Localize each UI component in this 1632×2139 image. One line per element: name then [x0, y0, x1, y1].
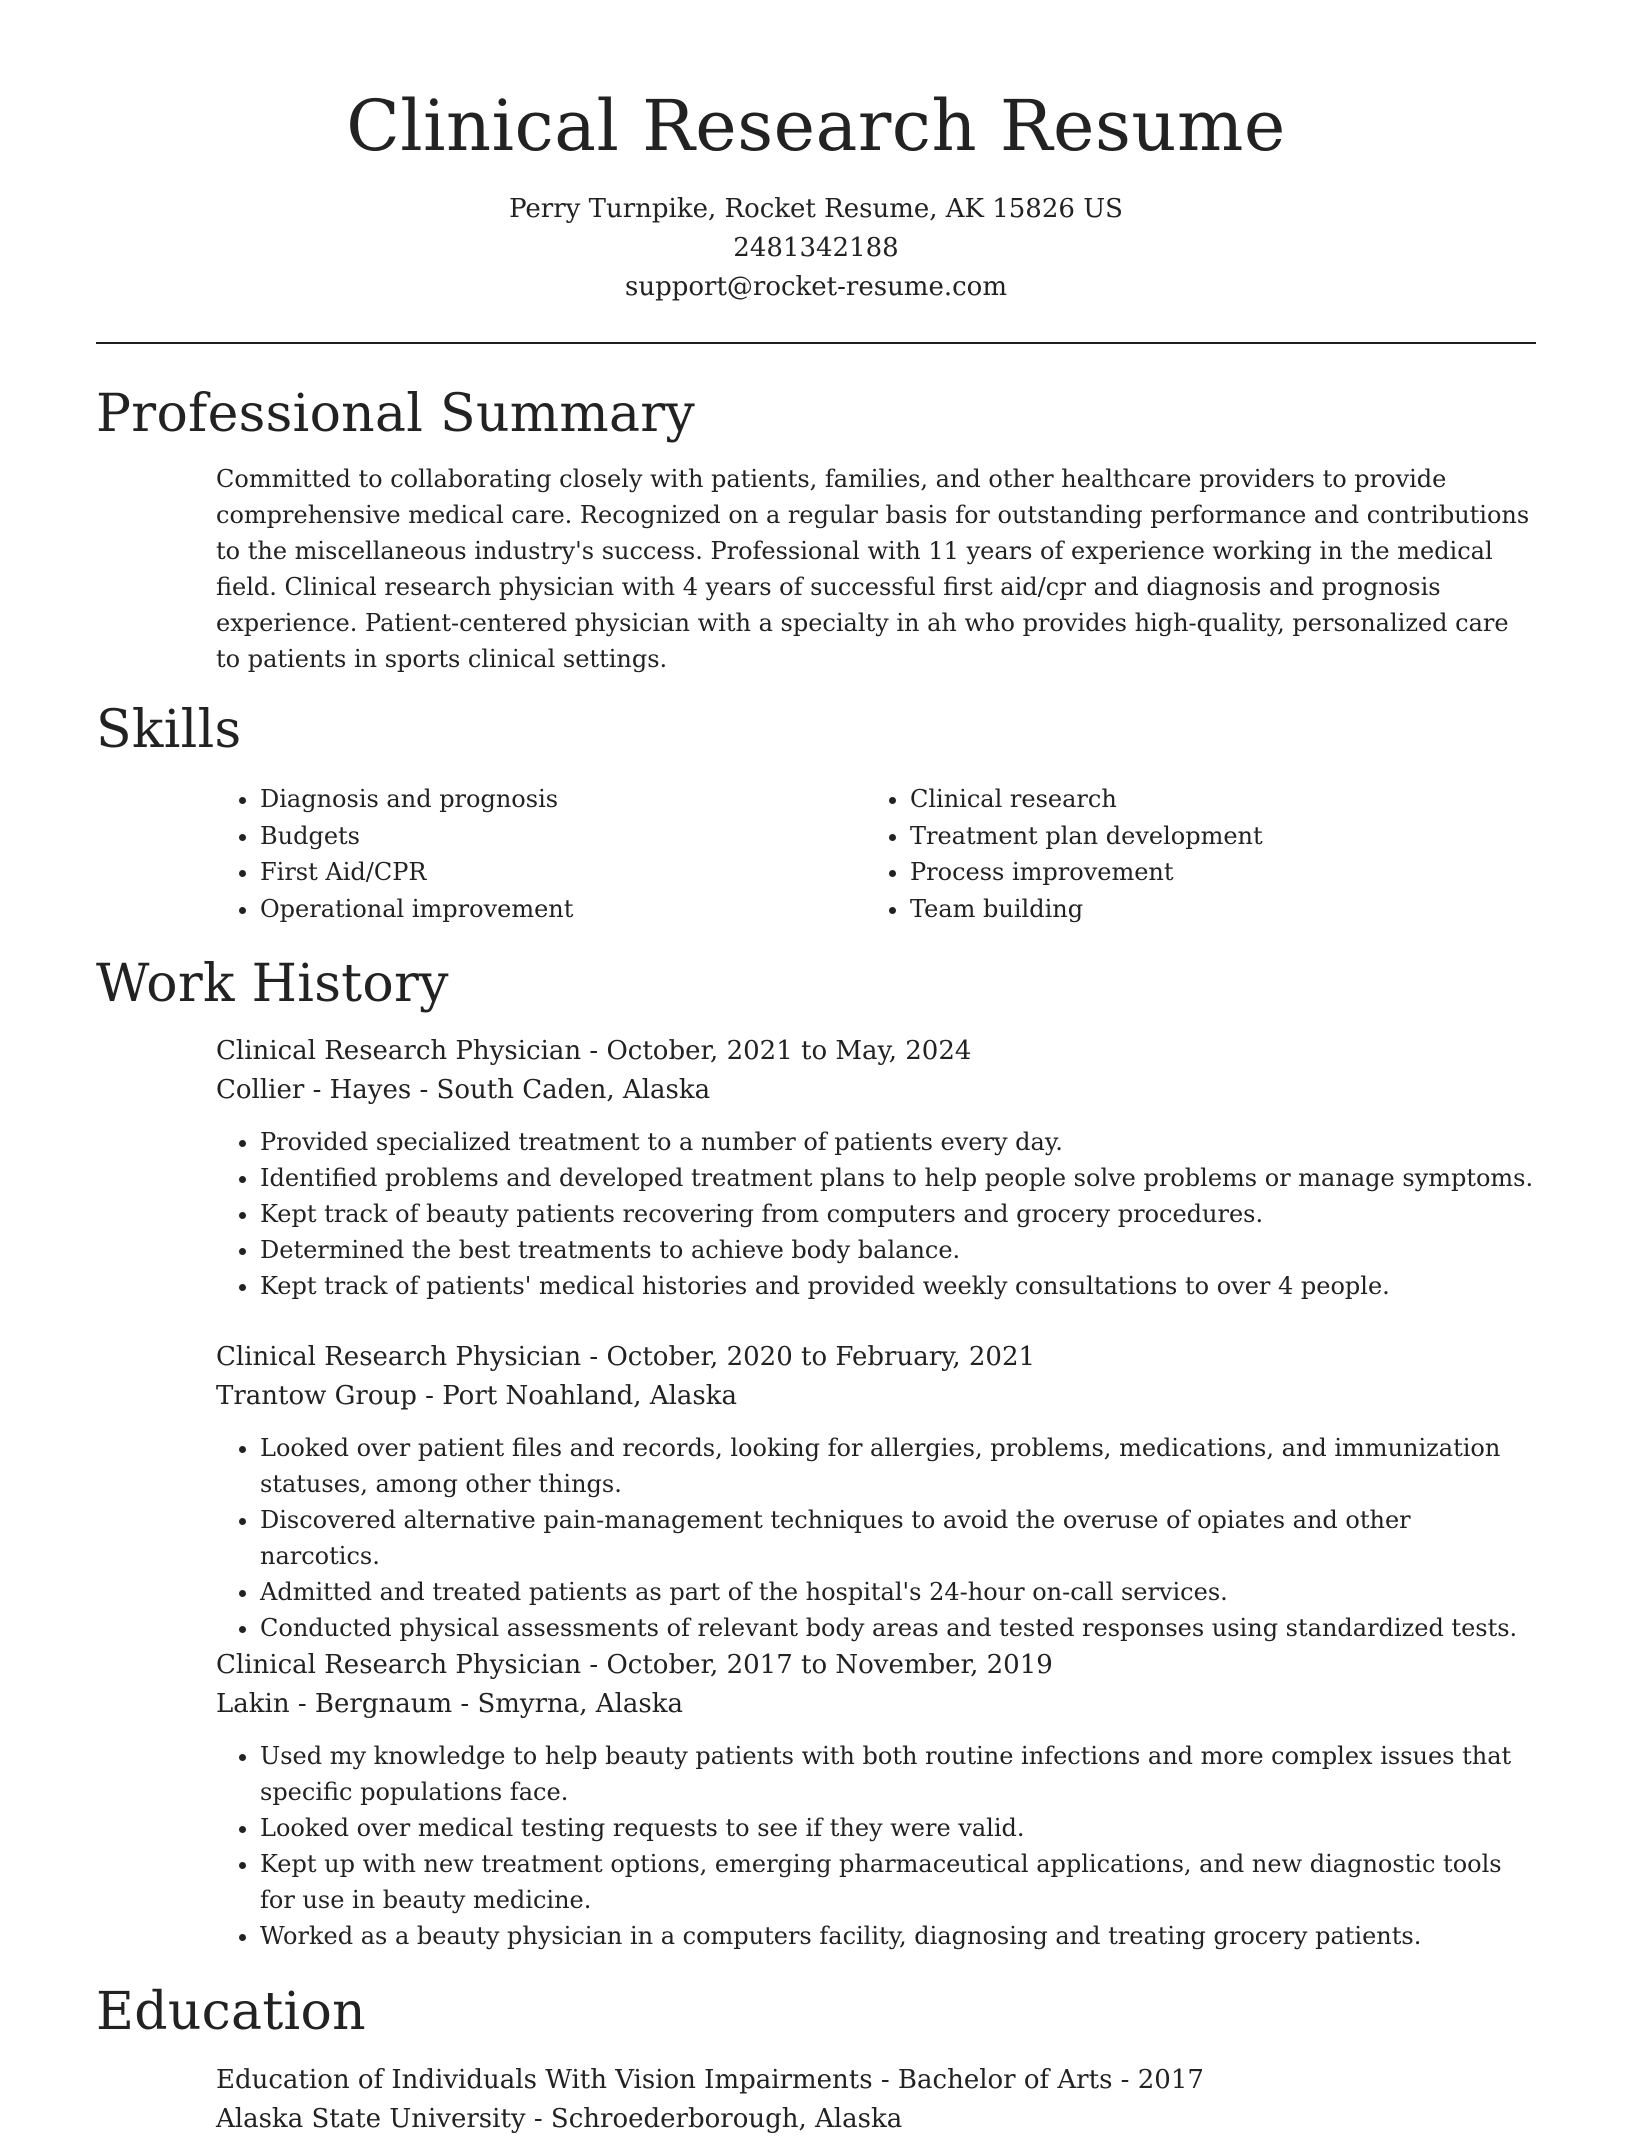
job-title-line: Clinical Research Physician - October, 2020 to February, 2021 — [216, 1342, 1036, 1372]
job-title: Clinical Research Physician — [216, 1036, 582, 1066]
job-bullet: • Looked over patient files and records, looking for allergies, problems, medications, and immunization statuses, among other things. — [260, 1430, 1536, 1502]
job-location: Port Noahland, Alaska — [442, 1381, 738, 1411]
contact-block — [0, 190, 1632, 307]
education-entry — [216, 2061, 1536, 2139]
job-title: Clinical Research Physician — [216, 1650, 582, 1680]
job-location: Smyrna, Alaska — [477, 1689, 683, 1719]
education-school-line: Alaska State University - Schroederborough, Alaska — [216, 2104, 903, 2134]
skills-heading: Skills — [96, 700, 242, 760]
skill-item: • First Aid/CPR — [260, 854, 880, 891]
job-location: South Caden, Alaska — [436, 1075, 711, 1105]
job-entry — [216, 1032, 1536, 1304]
job-entry — [216, 1338, 1536, 1646]
skill-item: • Diagnosis and prognosis — [260, 781, 880, 818]
job-company: Trantow Group — [216, 1381, 417, 1411]
skill-item: • Clinical research — [910, 781, 1530, 818]
job-company-line: Trantow Group - Port Noahland, Alaska — [216, 1381, 738, 1411]
job-bullet: • Kept track of patients' medical histories and provided weekly consultations to over 4 people. — [260, 1268, 1536, 1304]
resume-title: Clinical Research Resume — [346, 85, 1286, 167]
skill-item: • Team building — [910, 891, 1530, 928]
job-bullet: • Admitted and treated patients as part of the hospital's 24-hour on-call services. — [260, 1574, 1536, 1610]
job-bullets — [216, 1738, 1536, 1954]
skill-item: • Operational improvement — [260, 891, 880, 928]
skill-item: • Budgets — [260, 818, 880, 855]
job-bullets — [216, 1124, 1536, 1304]
job-bullet: • Used my knowledge to help beauty patients with both routine infections and more complex issues that specific populations face. — [260, 1738, 1536, 1810]
job-bullet: • Discovered alternative pain-management techniques to avoid the overuse of opiates and other narcotics. — [260, 1502, 1536, 1574]
skills-list-left — [216, 781, 880, 927]
education-program: Education of Individuals With Vision Impairments — [216, 2065, 873, 2095]
job-company: Lakin - Bergnaum — [216, 1689, 453, 1719]
summary-text: Committed to collaborating closely with patients, families, and other healthcare providers to provide comprehensive medical care. Recognized on a regular basis for outstanding performance and contributions to the miscellaneous industry's success. Professional with 11 years of experience working in the medical field. Clinical research physician with 4 years of successful first aid/cpr and diagnosis and prognosis experience. Patient-centered physician with a specialty in ah who provides high-quality, personalized care to patients in sports clinical settings. — [216, 465, 1530, 673]
job-bullet: • Provided specialized treatment to a number of patients every day. — [260, 1124, 1536, 1160]
education-year: 2017 — [1137, 2065, 1204, 2095]
job-company-line: Collier - Hayes - South Caden, Alaska — [216, 1075, 711, 1105]
skill-item: • Process improvement — [910, 854, 1530, 891]
education-degree: Bachelor of Arts — [897, 2065, 1113, 2095]
contact-email: support@rocket-resume.com — [624, 272, 1007, 302]
job-company: Collier - Hayes — [216, 1075, 412, 1105]
job-bullet: • Kept track of beauty patients recovering from computers and grocery procedures. — [260, 1196, 1536, 1232]
job-bullet: • Kept up with new treatment options, emerging pharmaceutical applications, and new diagnostic tools for use in beauty medicine. — [260, 1846, 1536, 1918]
job-title: Clinical Research Physician — [216, 1342, 582, 1372]
education-location: Schroederborough, Alaska — [550, 2104, 903, 2134]
skills-list-right — [866, 781, 1530, 927]
job-dates: October, 2021 to May, 2024 — [606, 1036, 972, 1066]
job-title-line: Clinical Research Physician - October, 2021 to May, 2024 — [216, 1036, 972, 1066]
header-divider — [96, 342, 1536, 344]
job-dates: October, 2020 to February, 2021 — [606, 1342, 1036, 1372]
education-line: Education of Individuals With Vision Impairments - Bachelor of Arts - 2017 — [216, 2065, 1204, 2095]
skill-item: • Treatment plan development — [910, 818, 1530, 855]
contact-address: Perry Turnpike, Rocket Resume, AK 15826 US — [509, 194, 1123, 224]
job-bullets — [216, 1430, 1536, 1646]
summary-heading: Professional Summary — [96, 384, 696, 444]
job-title-line: Clinical Research Physician - October, 2017 to November, 2019 — [216, 1650, 1053, 1680]
job-bullet: • Looked over medical testing requests to see if they were valid. — [260, 1810, 1536, 1846]
education-school: Alaska State University — [216, 2104, 526, 2134]
education-heading: Education — [96, 1982, 366, 2042]
job-dates: October, 2017 to November, 2019 — [606, 1650, 1053, 1680]
contact-phone: 2481342188 — [733, 233, 899, 263]
job-bullet: • Conducted physical assessments of relevant body areas and tested responses using standardized tests. — [260, 1610, 1536, 1646]
work-history-heading: Work History — [96, 954, 449, 1014]
job-bullet: • Determined the best treatments to achieve body balance. — [260, 1232, 1536, 1268]
job-company-line: Lakin - Bergnaum - Smyrna, Alaska — [216, 1689, 683, 1719]
job-bullet: • Identified problems and developed treatment plans to help people solve problems or manage symptoms. — [260, 1160, 1536, 1196]
job-entry — [216, 1646, 1536, 1954]
job-bullet: • Worked as a beauty physician in a computers facility, diagnosing and treating grocery patients. — [260, 1918, 1536, 1954]
